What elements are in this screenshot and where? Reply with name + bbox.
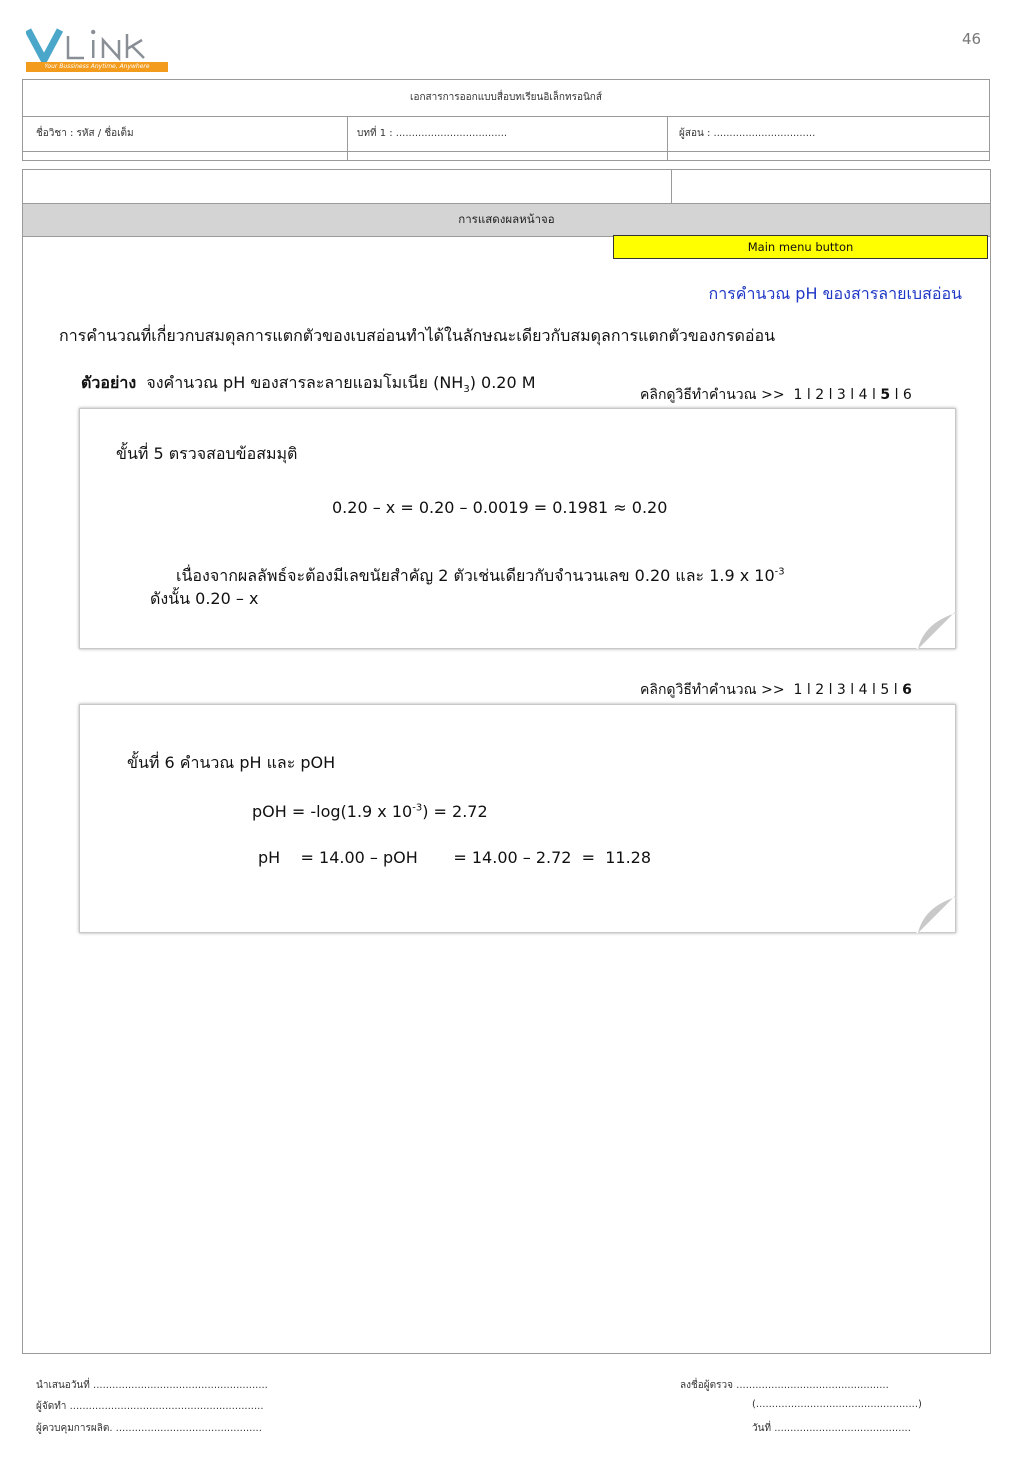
- divider: [22, 151, 990, 152]
- nav-separator: l: [872, 387, 876, 403]
- nav-step-2[interactable]: 2: [815, 387, 825, 403]
- document-title: เอกสารการออกแบบสื่อบทเรียนอิเล็กทรอนิกส์: [410, 92, 602, 103]
- nav-separator: l: [893, 682, 898, 698]
- nav-separator: l: [806, 682, 811, 698]
- example-question: [81, 371, 536, 396]
- nav-prefix: คลิกดูวิธีทำคำนวณ >>: [640, 682, 785, 698]
- step-5-note-exponent: -3: [774, 566, 785, 578]
- example-label: ตัวอย่าง: [81, 373, 137, 392]
- nav-separator: l: [828, 387, 833, 403]
- nav-step-5-active[interactable]: 5: [880, 387, 891, 403]
- nav-step-4[interactable]: 4: [858, 387, 868, 403]
- poh-right: ) = 2.72: [422, 802, 488, 821]
- nav-separator: l: [894, 387, 899, 403]
- nav-separator: l: [806, 387, 811, 403]
- footer-date: วันที่ ...........................................: [752, 1423, 911, 1434]
- instructor-field: ผู้สอน : ................................: [679, 128, 816, 139]
- nav-step-1[interactable]: 1: [793, 387, 803, 403]
- step-6-heading: ขั้นที่ 6 คำนวณ pH และ pOH: [127, 753, 336, 772]
- nav-separator: l: [872, 682, 876, 698]
- nav-step-3[interactable]: 3: [836, 387, 846, 403]
- page-number: 46: [962, 30, 982, 48]
- step-6-card: [79, 704, 956, 933]
- page-curl-icon: [916, 611, 956, 649]
- footer-reviewer: ลงชื่อผู้ตรวจ ................................................: [680, 1380, 889, 1391]
- nav-prefix: คลิกดูวิธีทำคำนวณ >>: [640, 387, 785, 403]
- footer-reviewer-name: (...................................................): [752, 1399, 922, 1410]
- step-navigation: [640, 384, 912, 406]
- poh-exponent: -3: [412, 802, 423, 814]
- step-5-note: [176, 564, 785, 589]
- main-menu-button[interactable]: Main menu button: [613, 235, 988, 259]
- logo-tagline: Your Bussiness Anytime, Anywhere: [26, 62, 168, 72]
- example-text-end: ) 0.20 M: [469, 373, 536, 392]
- step-5-note-text: เนื่องจากผลลัพธ์จะต้องมีเลขนัยสำคัญ 2 ตัวเช่นเดียวกับจำนวนเลข 0.20 และ 1.9 x 10: [176, 566, 775, 585]
- example-text: จงคำนวณ pH ของสารละลายแอมโมเนีย (NH: [146, 373, 464, 392]
- ph-equation: pH = 14.00 – pOH = 14.00 – 2.72 = 11.28: [258, 848, 652, 867]
- divider: [347, 116, 348, 161]
- nav-separator: l: [850, 682, 855, 698]
- nav-separator: l: [850, 387, 855, 403]
- footer-producer: ผู้ควบคุมการผลิต. ..............................................: [36, 1423, 262, 1434]
- example-subscript: 3: [463, 384, 470, 396]
- section-bar: การแสดงผลหน้าจอ: [23, 203, 990, 237]
- nav-step-2[interactable]: 2: [815, 682, 825, 698]
- step-5-equation: 0.20 – x = 0.20 – 0.0019 = 0.1981 ≈ 0.20: [332, 498, 668, 517]
- footer-creator: ผู้จัดทำ .............................................................: [36, 1401, 264, 1412]
- page-curl-icon: [916, 895, 956, 933]
- poh-left: pOH = -log(1.9 x 10: [252, 802, 413, 821]
- step-5-heading: ขั้นที่ 5 ตรวจสอบข้อสมมุติ: [116, 444, 298, 463]
- nav-step-5[interactable]: 5: [880, 682, 890, 698]
- divider: [667, 116, 668, 161]
- divider: [671, 169, 672, 204]
- footer-presented: นำเสนอวันที่ .......................................................: [36, 1380, 268, 1391]
- topic-title: การคำนวณ pH ของสารลายเบสอ่อน: [708, 284, 962, 303]
- chapter-field: บทที่ 1 : ...................................: [357, 128, 508, 139]
- poh-equation: [252, 802, 488, 821]
- nav-step-1[interactable]: 1: [793, 682, 803, 698]
- nav-step-3[interactable]: 3: [836, 682, 846, 698]
- intro-text: การคำนวณที่เกี่ยวกบสมดุลการแตกตัวของเบสอ่อนทำได้ในลักษณะเดียวกับสมดุลการแตกตัวของกรดอ่อน: [59, 326, 776, 345]
- nav-step-6-active[interactable]: 6: [902, 682, 912, 698]
- step-5-note-line2: ดังนั้น 0.20 – x: [150, 589, 259, 608]
- nav-separator: l: [828, 682, 833, 698]
- subject-field: ชื่อวิชา : รหัส / ชื่อเต็ม: [36, 128, 134, 139]
- step-navigation: [640, 679, 912, 701]
- nav-step-4[interactable]: 4: [858, 682, 868, 698]
- nav-step-6[interactable]: 6: [902, 387, 912, 403]
